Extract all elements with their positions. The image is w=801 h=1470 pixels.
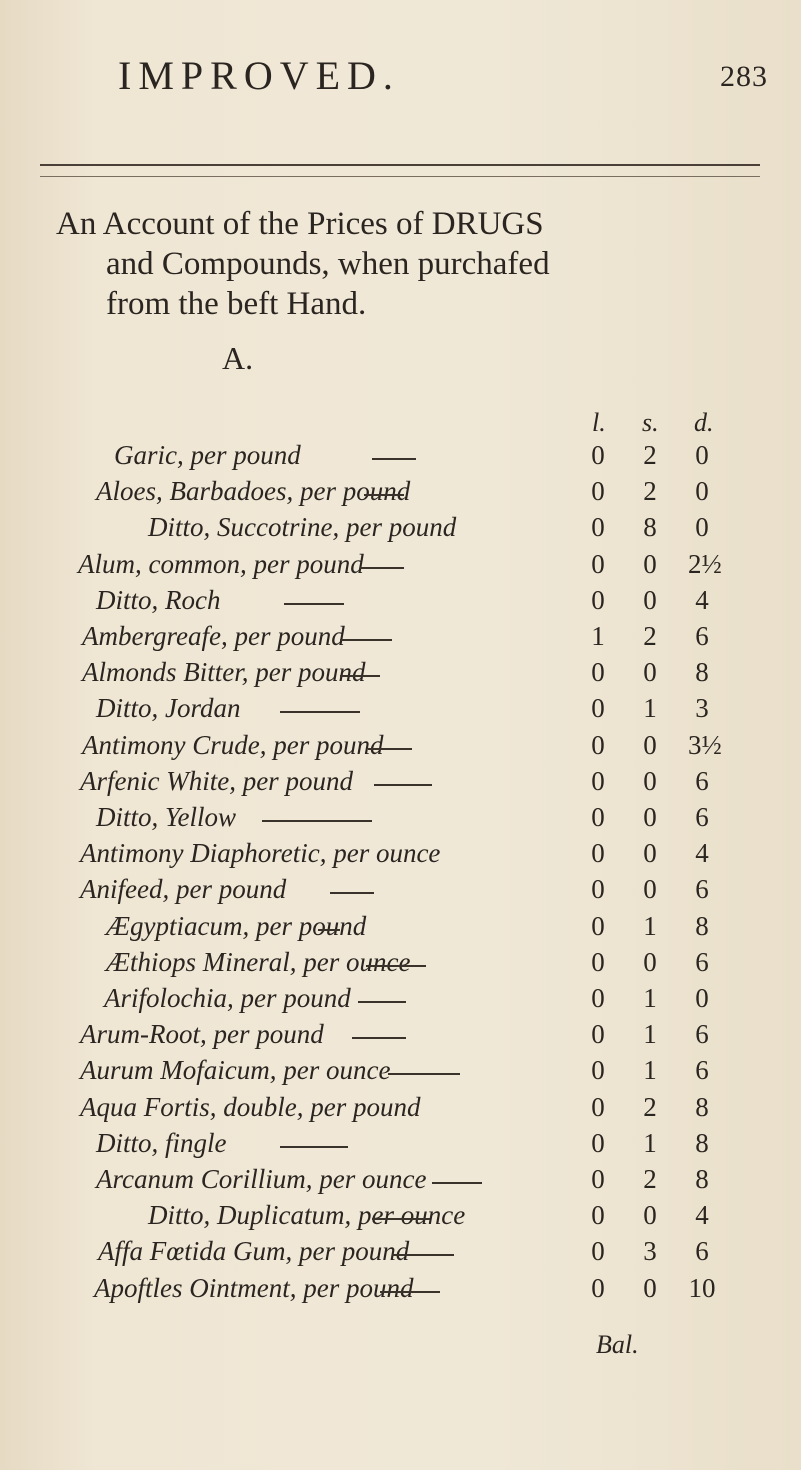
drug-name: Aqua Fortis, double, per pound (80, 1091, 421, 1122)
price-row (0, 1200, 801, 1238)
price-pence: 6 (695, 765, 709, 796)
leader-dash (280, 1146, 348, 1148)
price-row (0, 1273, 801, 1311)
price-shillings: 1 (643, 1019, 657, 1050)
price-row (0, 911, 801, 949)
price-pence: 6 (695, 1236, 709, 1267)
price-pounds: 0 (591, 1200, 605, 1231)
price-pence: 2½ (688, 548, 722, 579)
price-row (0, 693, 801, 731)
price-shillings: 2 (643, 621, 657, 651)
price-pence: 8 (695, 1164, 709, 1194)
drug-name: Apoftles Ointment, per pound (94, 1272, 414, 1303)
price-pence: 0 (695, 440, 709, 470)
leader-dash (380, 1291, 440, 1293)
price-pence: 6 (695, 802, 709, 832)
leader-dash (372, 458, 416, 460)
price-shillings: 0 (643, 765, 657, 796)
price-pounds: 0 (591, 1236, 605, 1267)
drug-name: Garic, per pound (114, 440, 301, 470)
price-pence: 6 (695, 621, 709, 651)
price-row (0, 440, 801, 478)
price-pounds: 0 (591, 1019, 605, 1050)
leader-dash (366, 965, 426, 967)
price-pounds: 0 (591, 1164, 605, 1194)
price-pence: 6 (695, 946, 709, 977)
price-shillings: 0 (643, 802, 657, 832)
price-row (0, 947, 801, 985)
drug-name: Almonds Bitter, per pound (82, 657, 366, 688)
drug-name: Anifeed, per pound (80, 874, 287, 905)
page-heading (56, 204, 756, 324)
leader-dash (368, 748, 412, 750)
price-pounds: 0 (591, 440, 605, 470)
price-shillings: 0 (643, 1200, 657, 1231)
price-pounds: 0 (591, 584, 605, 615)
column-header-pounds: l. (592, 408, 606, 437)
price-shillings: 2 (643, 1091, 657, 1122)
price-shillings: 1 (643, 1127, 657, 1158)
price-pence: 6 (695, 1055, 709, 1086)
price-row (0, 657, 801, 695)
drug-name: Arum-Root, per pound (80, 1019, 324, 1050)
column-header-shillings: s. (642, 408, 659, 437)
price-row (0, 476, 801, 514)
price-pounds: 0 (591, 874, 605, 905)
drug-name: Aurum Mofaicum, per ounce (80, 1055, 391, 1086)
price-shillings: 0 (643, 946, 657, 977)
price-pence: 4 (695, 838, 709, 869)
price-pounds: 0 (591, 548, 605, 579)
drug-name: Ditto, Yellow (96, 802, 237, 832)
drug-name: Ægyptiacum, per pound (106, 910, 367, 941)
price-pence: 3 (695, 693, 709, 724)
drug-name: Arcanum Corillium, per ounce (96, 1164, 427, 1194)
column-header-pence: d. (694, 408, 714, 437)
price-shillings: 0 (643, 874, 657, 905)
price-pence: 0 (695, 512, 709, 543)
leader-dash (360, 567, 404, 569)
drug-name: Ditto, fingle (96, 1127, 227, 1158)
price-shillings: 2 (643, 476, 657, 507)
drug-name: Antimony Diaphoretic, per ounce (80, 838, 441, 869)
section-letter: A. (222, 340, 254, 376)
price-pence: 8 (695, 1127, 709, 1158)
drug-name: Arfenic White, per pound (80, 765, 353, 796)
drug-name: Ditto, Roch (96, 584, 221, 615)
price-pence: 4 (695, 1200, 709, 1231)
leader-dash (372, 1218, 430, 1220)
leader-dash (340, 639, 392, 641)
price-pounds: 0 (591, 1127, 605, 1158)
price-shillings: 1 (643, 910, 657, 941)
drug-name: Æthiops Mineral, per ounce (106, 946, 411, 977)
price-pounds: 0 (591, 512, 605, 543)
price-pence: 3½ (688, 729, 722, 760)
price-shillings: 2 (643, 1164, 657, 1194)
price-shillings: 1 (643, 1055, 657, 1086)
price-row (0, 1164, 801, 1202)
price-pounds: 0 (591, 802, 605, 832)
leader-dash (284, 603, 344, 605)
catchword: Bal. (596, 1330, 639, 1359)
drug-name: Antimony Crude, per pound (82, 729, 384, 760)
leader-dash (364, 494, 404, 496)
price-shillings: 0 (643, 838, 657, 869)
leader-dash (388, 1073, 460, 1075)
price-row (0, 1055, 801, 1093)
price-row (0, 1236, 801, 1274)
drug-name: Aloes, Barbadoes, per pound (96, 476, 411, 507)
drug-name: Alum, common, per pound (78, 548, 364, 579)
price-row (0, 983, 801, 1021)
price-pence: 4 (695, 584, 709, 615)
drug-name: Ditto, Jordan (96, 693, 241, 724)
price-row (0, 621, 801, 659)
price-row (0, 874, 801, 912)
price-pence: 6 (695, 874, 709, 905)
price-row (0, 802, 801, 840)
heading-line-1: An Account of the Prices of DRUGS (56, 206, 544, 242)
heading-line-3: from the beft Hand. (106, 286, 367, 322)
price-shillings: 0 (643, 729, 657, 760)
running-title: IMPROVED. (118, 53, 400, 98)
price-pounds: 0 (591, 983, 605, 1013)
price-pounds: 0 (591, 1055, 605, 1086)
price-pence: 8 (695, 1091, 709, 1122)
leader-dash (340, 675, 380, 677)
price-shillings: 1 (643, 983, 657, 1013)
price-row (0, 585, 801, 623)
price-pounds: 0 (591, 910, 605, 941)
price-shillings: 3 (643, 1236, 657, 1267)
price-pence: 8 (695, 657, 709, 688)
price-shillings: 0 (643, 584, 657, 615)
drug-name: Ambergreafe, per pound (82, 621, 345, 651)
price-pence: 0 (695, 983, 709, 1013)
price-row (0, 512, 801, 550)
heading-line-2: and Compounds, when purchafed (106, 246, 550, 282)
price-pence: 8 (695, 910, 709, 941)
price-shillings: 1 (643, 693, 657, 724)
header-rule (40, 164, 760, 166)
price-row (0, 549, 801, 587)
leader-dash (432, 1182, 482, 1184)
price-row (0, 838, 801, 876)
leader-dash (280, 711, 360, 713)
price-pounds: 1 (591, 621, 605, 651)
drug-name: Arifolochia, per pound (104, 983, 351, 1013)
price-pence: 10 (688, 1272, 716, 1303)
leader-dash (358, 1001, 406, 1003)
price-pence: 6 (695, 1019, 709, 1050)
drug-name: Ditto, Succotrine, per pound (148, 512, 457, 543)
leader-dash (374, 784, 432, 786)
price-row (0, 1128, 801, 1166)
price-pounds: 0 (591, 729, 605, 760)
page-number: 283 (720, 60, 768, 93)
price-row (0, 1019, 801, 1057)
leader-dash (352, 1037, 406, 1039)
price-row (0, 766, 801, 804)
price-pounds: 0 (591, 476, 605, 507)
drug-name: Ditto, Duplicatum, per ounce (148, 1200, 466, 1231)
leader-dash (392, 1254, 454, 1256)
price-row (0, 730, 801, 768)
price-shillings: 0 (643, 1272, 657, 1303)
leader-dash (318, 929, 340, 931)
price-pounds: 0 (591, 1272, 605, 1303)
price-pounds: 0 (591, 1091, 605, 1122)
leader-dash (330, 892, 374, 894)
drug-name: Affa Fœtida Gum, per pound (98, 1236, 410, 1267)
price-pounds: 0 (591, 838, 605, 869)
price-shillings: 8 (643, 512, 657, 543)
price-shillings: 2 (643, 440, 657, 470)
price-pounds: 0 (591, 946, 605, 977)
leader-dash (262, 820, 372, 822)
header-rule-thin (40, 176, 760, 177)
price-shillings: 0 (643, 657, 657, 688)
price-pence: 0 (695, 476, 709, 507)
price-shillings: 0 (643, 548, 657, 579)
price-row (0, 1092, 801, 1130)
price-pounds: 0 (591, 765, 605, 796)
price-pounds: 0 (591, 693, 605, 724)
price-pounds: 0 (591, 657, 605, 688)
